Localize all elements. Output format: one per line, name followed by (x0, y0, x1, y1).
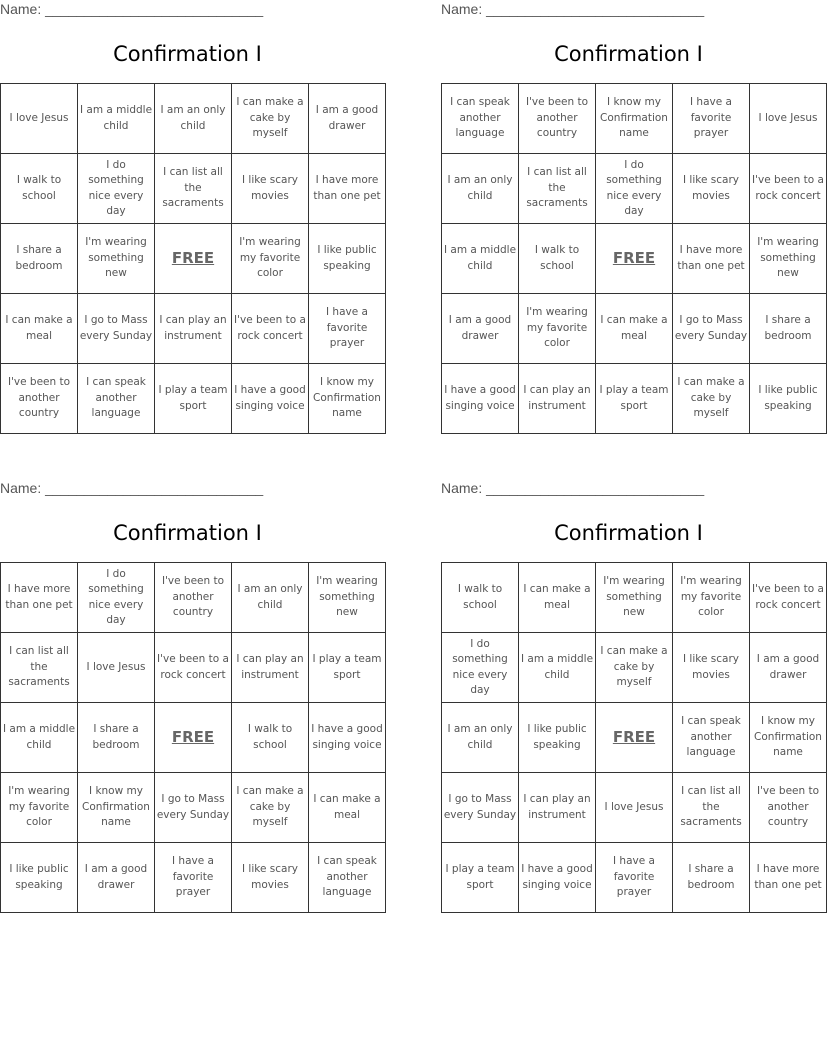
grid-row (1, 633, 386, 703)
bingo-cell[interactable]: I've been to another country (750, 773, 827, 843)
bingo-cell[interactable]: I am a good drawer (78, 843, 155, 913)
grid-row (442, 84, 827, 154)
bingo-cell[interactable]: I like public speaking (309, 224, 386, 294)
bingo-cell[interactable]: I'm wearing something new (309, 563, 386, 633)
bingo-cell[interactable]: I'm wearing my favorite color (673, 563, 750, 633)
bingo-cell[interactable]: I share a bedroom (750, 294, 827, 364)
bingo-cell[interactable]: I play a team sport (309, 633, 386, 703)
bingo-cell[interactable]: I like public speaking (1, 843, 78, 913)
bingo-grid (441, 562, 827, 913)
bingo-cell[interactable]: I walk to school (442, 563, 519, 633)
bingo-cell[interactable]: I love Jesus (596, 773, 673, 843)
grid-row (442, 633, 827, 703)
free-space[interactable]: FREE (596, 703, 673, 773)
bingo-cell[interactable]: I can make a cake by myself (232, 773, 309, 843)
bingo-cell[interactable]: I love Jesus (78, 633, 155, 703)
bingo-cell[interactable]: I can make a cake by myself (673, 364, 750, 434)
bingo-cell[interactable]: I am a good drawer (309, 84, 386, 154)
bingo-cell[interactable]: I like scary movies (232, 154, 309, 224)
bingo-cell[interactable]: I've been to a rock concert (155, 633, 232, 703)
bingo-cell[interactable]: I am a good drawer (442, 294, 519, 364)
bingo-cell[interactable]: I walk to school (519, 224, 596, 294)
bingo-cell[interactable]: I've been to another country (1, 364, 78, 434)
grid-row (1, 563, 386, 633)
bingo-cell[interactable]: I like scary movies (673, 154, 750, 224)
bingo-cell[interactable]: I've been to a rock concert (750, 563, 827, 633)
grid-row (1, 154, 386, 224)
name-line[interactable]: Name: ____________________________ (441, 1, 705, 17)
bingo-cell[interactable]: I go to Mass every Sunday (673, 294, 750, 364)
bingo-cell[interactable]: I can make a meal (1, 294, 78, 364)
bingo-cell[interactable]: I walk to school (1, 154, 78, 224)
bingo-cell[interactable]: I have a good singing voice (309, 703, 386, 773)
bingo-cell[interactable]: I have a favorite prayer (309, 294, 386, 364)
bingo-cell[interactable]: I share a bedroom (1, 224, 78, 294)
bingo-cell[interactable]: I like scary movies (673, 633, 750, 703)
bingo-grid (0, 83, 386, 434)
grid-row (442, 294, 827, 364)
free-space[interactable]: FREE (155, 224, 232, 294)
bingo-cell[interactable]: I have a good singing voice (442, 364, 519, 434)
bingo-cell[interactable]: I love Jesus (750, 84, 827, 154)
grid-row (1, 843, 386, 913)
bingo-cell[interactable]: I have more than one pet (750, 843, 827, 913)
name-line[interactable]: Name: ____________________________ (0, 480, 264, 496)
card-title: Confirmation I (113, 521, 262, 545)
bingo-cell[interactable]: I do something nice every day (78, 563, 155, 633)
bingo-cell[interactable]: I'm wearing something new (750, 224, 827, 294)
grid-row (1, 773, 386, 843)
grid-row (442, 843, 827, 913)
grid-row (442, 703, 827, 773)
bingo-cell[interactable]: I am an only child (155, 84, 232, 154)
bingo-cell[interactable]: I know my Confirmation name (750, 703, 827, 773)
grid-row (1, 224, 386, 294)
bingo-cell[interactable]: I can make a meal (519, 563, 596, 633)
bingo-cell[interactable]: I have a good singing voice (232, 364, 309, 434)
bingo-cell[interactable]: I have a favorite prayer (673, 84, 750, 154)
grid-row (442, 224, 827, 294)
bingo-cell[interactable]: I've been to a rock concert (232, 294, 309, 364)
bingo-cell[interactable]: I can list all the sacraments (519, 154, 596, 224)
bingo-cell[interactable]: I have more than one pet (1, 563, 78, 633)
grid-row (1, 84, 386, 154)
bingo-cell[interactable]: I can speak another language (78, 364, 155, 434)
bingo-cell[interactable]: I can play an instrument (232, 633, 309, 703)
bingo-cell[interactable]: I am a middle child (78, 84, 155, 154)
card-title: Confirmation I (554, 42, 703, 66)
bingo-cell[interactable]: I have a good singing voice (519, 843, 596, 913)
bingo-cell[interactable]: I can speak another language (442, 84, 519, 154)
bingo-cell[interactable]: I do something nice every day (442, 633, 519, 703)
bingo-cell[interactable]: I am a middle child (442, 224, 519, 294)
name-line[interactable]: Name: ____________________________ (441, 480, 705, 496)
grid-row (1, 703, 386, 773)
bingo-cell[interactable]: I know my Confirmation name (78, 773, 155, 843)
bingo-cell[interactable]: I know my Confirmation name (596, 84, 673, 154)
bingo-cell[interactable]: I've been to another country (155, 563, 232, 633)
bingo-cell[interactable]: I can play an instrument (519, 364, 596, 434)
bingo-cell[interactable]: I can speak another language (673, 703, 750, 773)
name-line[interactable]: Name: ____________________________ (0, 1, 264, 17)
bingo-cell[interactable]: I have a favorite prayer (596, 843, 673, 913)
bingo-cell[interactable]: I can list all the sacraments (673, 773, 750, 843)
free-space[interactable]: FREE (596, 224, 673, 294)
bingo-cell[interactable]: I am an only child (442, 154, 519, 224)
bingo-cell[interactable]: I share a bedroom (673, 843, 750, 913)
bingo-cell[interactable]: I am a middle child (519, 633, 596, 703)
grid-row (1, 364, 386, 434)
bingo-cell[interactable]: I walk to school (232, 703, 309, 773)
bingo-grid (0, 562, 386, 913)
bingo-cell[interactable]: I play a team sport (442, 843, 519, 913)
bingo-cell[interactable]: I go to Mass every Sunday (442, 773, 519, 843)
bingo-cell[interactable]: I can make a cake by myself (232, 84, 309, 154)
bingo-cell[interactable]: I'm wearing my favorite color (1, 773, 78, 843)
bingo-cell[interactable]: I can play an instrument (519, 773, 596, 843)
bingo-cell[interactable]: I am an only child (442, 703, 519, 773)
grid-row (442, 154, 827, 224)
bingo-cell[interactable]: I am a middle child (1, 703, 78, 773)
bingo-cell[interactable]: I like public speaking (750, 364, 827, 434)
grid-row (1, 294, 386, 364)
grid-row (442, 563, 827, 633)
bingo-cell[interactable]: I have more than one pet (309, 154, 386, 224)
bingo-cell[interactable]: I share a bedroom (78, 703, 155, 773)
bingo-cell[interactable]: I'm wearing something new (78, 224, 155, 294)
bingo-cell[interactable]: I've been to another country (519, 84, 596, 154)
bingo-cell[interactable]: I have more than one pet (673, 224, 750, 294)
bingo-cell[interactable]: I've been to a rock concert (750, 154, 827, 224)
bingo-cell[interactable]: I can make a meal (596, 294, 673, 364)
bingo-cell[interactable]: I can speak another language (309, 843, 386, 913)
bingo-cell[interactable]: I have a favorite prayer (155, 843, 232, 913)
card-title: Confirmation I (113, 42, 262, 66)
bingo-cell[interactable]: I like scary movies (232, 843, 309, 913)
bingo-cell[interactable]: I'm wearing my favorite color (519, 294, 596, 364)
bingo-cell[interactable]: I play a team sport (155, 364, 232, 434)
free-space[interactable]: FREE (155, 703, 232, 773)
bingo-cell[interactable]: I can play an instrument (155, 294, 232, 364)
bingo-cell[interactable]: I'm wearing my favorite color (232, 224, 309, 294)
grid-row (442, 773, 827, 843)
bingo-cell[interactable]: I am an only child (232, 563, 309, 633)
card-title: Confirmation I (554, 521, 703, 545)
bingo-grid (441, 83, 827, 434)
bingo-cell[interactable]: I can list all the sacraments (1, 633, 78, 703)
bingo-cell[interactable]: I know my Confirmation name (309, 364, 386, 434)
bingo-cell[interactable]: I do something nice every day (596, 154, 673, 224)
bingo-cell[interactable]: I love Jesus (1, 84, 78, 154)
bingo-cell[interactable]: I can make a cake by myself (596, 633, 673, 703)
bingo-cell[interactable]: I can list all the sacraments (155, 154, 232, 224)
bingo-cell[interactable]: I go to Mass every Sunday (155, 773, 232, 843)
grid-row (442, 364, 827, 434)
bingo-cell[interactable]: I'm wearing something new (596, 563, 673, 633)
bingo-cell[interactable]: I play a team sport (596, 364, 673, 434)
bingo-cell[interactable]: I like public speaking (519, 703, 596, 773)
bingo-cell[interactable]: I am a good drawer (750, 633, 827, 703)
bingo-cell[interactable]: I go to Mass every Sunday (78, 294, 155, 364)
bingo-cell[interactable]: I do something nice every day (78, 154, 155, 224)
bingo-cell[interactable]: I can make a meal (309, 773, 386, 843)
